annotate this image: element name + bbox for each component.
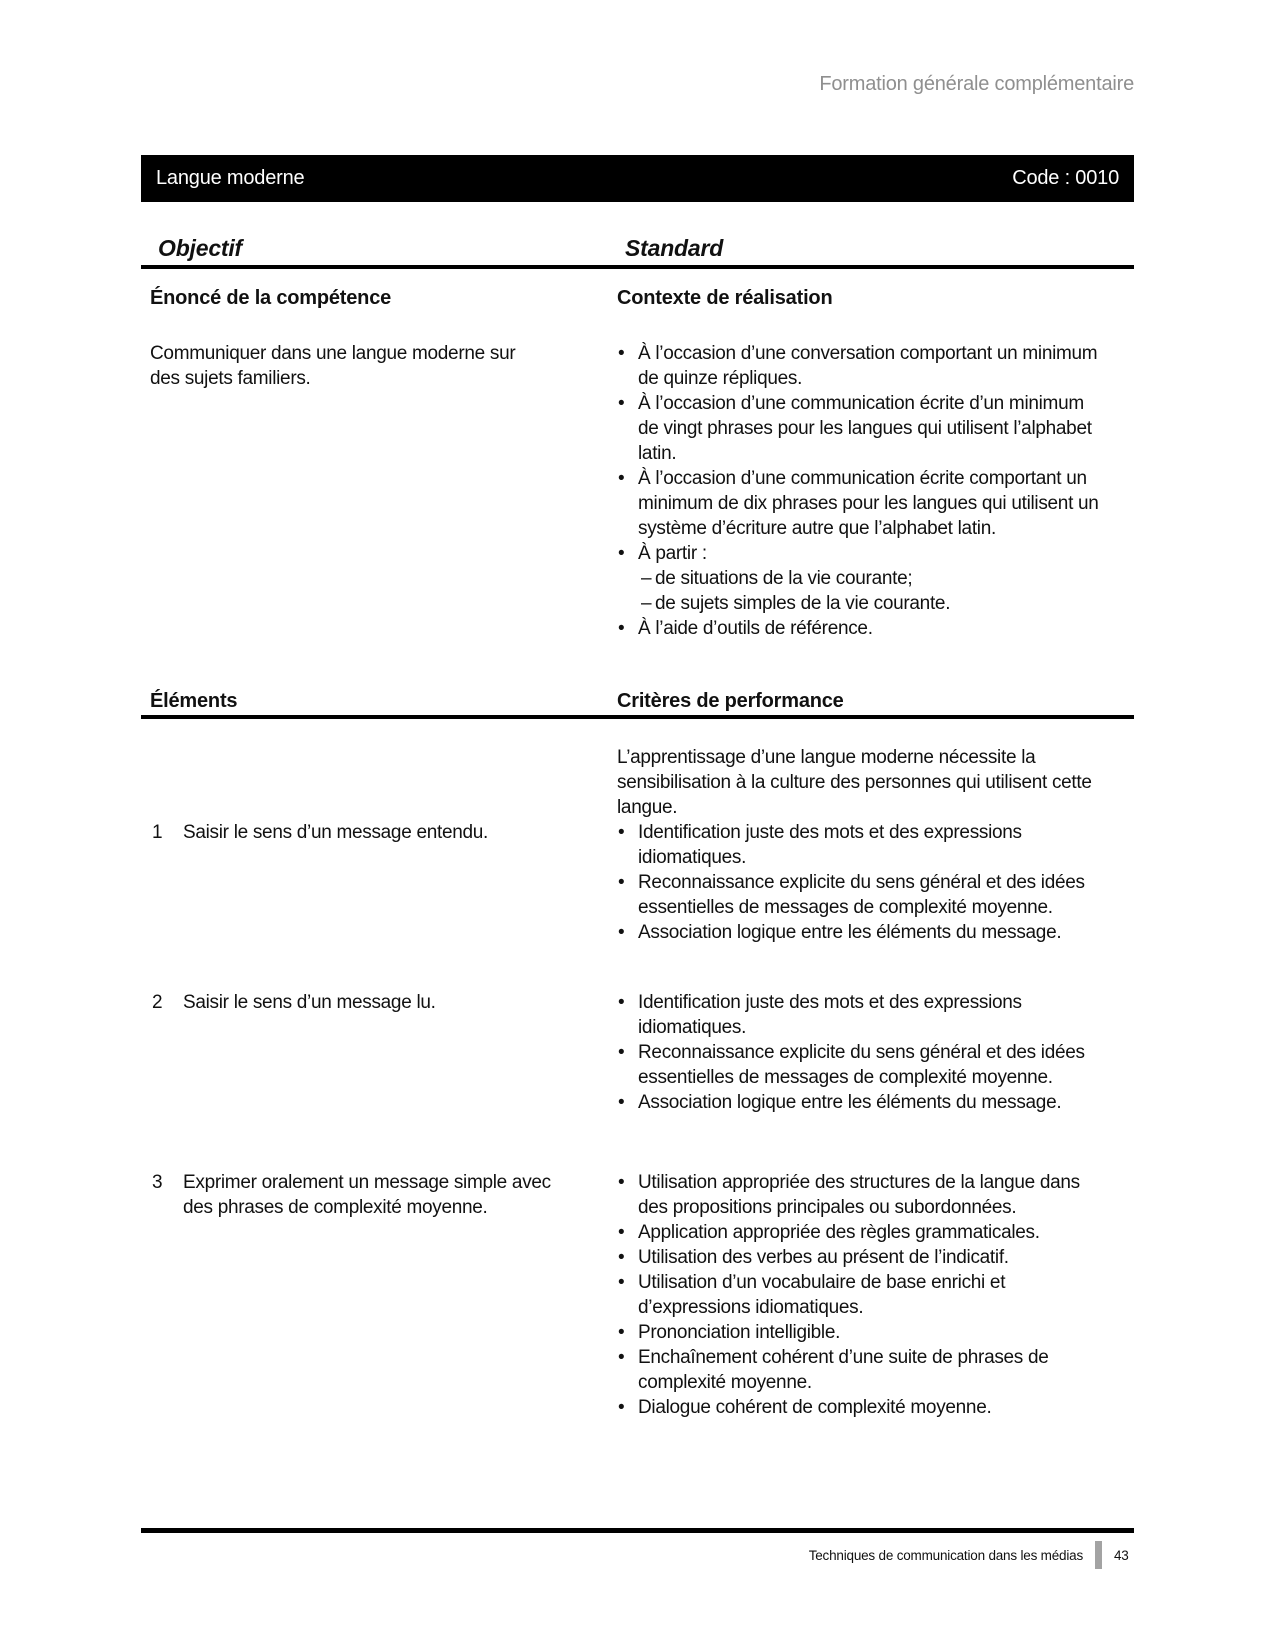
- element-label: Exprimer oralement un message simple avec des phrases de complexité moyenne.: [183, 1172, 551, 1218]
- footer-text: Techniques de communication dans les médias: [808, 1547, 1083, 1563]
- competence-heading: Énoncé de la compétence: [150, 287, 392, 309]
- criteria-item: • Dialogue cohérent de complexité moyenne.: [617, 1395, 1104, 1420]
- context-list: [617, 341, 1104, 641]
- elements-criteria-header: [141, 688, 1134, 719]
- context-subitem: – de sujets simples de la vie courante.: [617, 591, 1104, 616]
- criteria-item: • Utilisation d’un vocabulaire de base enrichi et d’expressions idiomatiques.: [617, 1270, 1104, 1320]
- criteria-item: • Identification juste des mots et des expressions idiomatiques.: [617, 990, 1104, 1040]
- criteria-list-3: [617, 1170, 1104, 1420]
- context-heading: Contexte de réalisation: [617, 287, 833, 309]
- competence-statement: Communiquer dans une langue moderne sur des sujets familiers.: [150, 343, 516, 389]
- footer-separator: [1095, 1541, 1102, 1569]
- footer: [141, 1540, 1134, 1570]
- criteria-list-2: [617, 990, 1104, 1115]
- criteria-item: • Association logique entre les éléments du message.: [617, 1090, 1104, 1115]
- page-number: 43: [1114, 1547, 1129, 1563]
- standard-heading: Standard: [625, 235, 724, 261]
- criteria-item: • Association logique entre les éléments du message.: [617, 920, 1104, 945]
- element-row-2: [152, 990, 564, 1015]
- element-number: 1: [152, 822, 163, 843]
- criteria-heading: Critères de performance: [617, 690, 844, 712]
- criteria-item: • Reconnaissance explicite du sens général et des idées essentielles de messages de complexité moyenne.: [617, 870, 1104, 920]
- element-number: 3: [152, 1172, 163, 1193]
- element-row-1: [152, 820, 564, 845]
- course-code: Code : 0010: [1012, 167, 1119, 189]
- running-header: Formation générale complémentaire: [819, 73, 1134, 95]
- criteria-item: • Utilisation des verbes au présent de l’indicatif.: [617, 1245, 1104, 1270]
- context-item: • À l’aide d’outils de référence.: [617, 616, 1104, 641]
- element-label: Saisir le sens d’un message lu.: [183, 992, 436, 1013]
- context-item: • À l’occasion d’une conversation comportant un minimum de quinze répliques.: [617, 341, 1104, 391]
- footer-rule: [141, 1528, 1134, 1533]
- element-label: Saisir le sens d’un message entendu.: [183, 822, 489, 843]
- criteria-item: • Reconnaissance explicite du sens général et des idées essentielles de messages de complexité moyenne.: [617, 1040, 1104, 1090]
- element-row-3: [152, 1170, 564, 1220]
- course-banner: [141, 155, 1134, 202]
- element-number: 2: [152, 992, 163, 1013]
- course-title: Langue moderne: [156, 167, 305, 189]
- culture-note: L’apprentissage d’une langue moderne nécessite la sensibilisation à la culture des personnes qui utilisent cette langue.: [617, 747, 1092, 818]
- competence-section: [150, 286, 550, 391]
- context-subitem: – de situations de la vie courante;: [617, 566, 1104, 591]
- criteria-item: • Application appropriée des règles grammaticales.: [617, 1220, 1104, 1245]
- elements-heading: Éléments: [150, 690, 238, 712]
- criteria-item: • Enchaînement cohérent d’une suite de phrases de complexité moyenne.: [617, 1345, 1104, 1395]
- context-item: • À partir :: [617, 541, 1104, 566]
- criteria-item: • Prononciation intelligible.: [617, 1320, 1104, 1345]
- criteria-item: • Identification juste des mots et des expressions idiomatiques.: [617, 820, 1104, 870]
- criteria-item: • Utilisation appropriée des structures de la langue dans des propositions principales ou subordonnées.: [617, 1170, 1104, 1220]
- context-section: [617, 286, 1104, 641]
- context-item: • À l’occasion d’une communication écrite comportant un minimum de dix phrases pour les langues qui utilisent un système d’écriture autre que l’alphabet latin.: [617, 466, 1104, 541]
- objectif-standard-header: [141, 229, 1134, 269]
- context-item: • À l’occasion d’une communication écrite d’un minimum de vingt phrases pour les langues qui utilisent l’alphabet latin.: [617, 391, 1104, 466]
- criteria-list-1: [617, 820, 1104, 945]
- objectif-heading: Objectif: [158, 235, 243, 261]
